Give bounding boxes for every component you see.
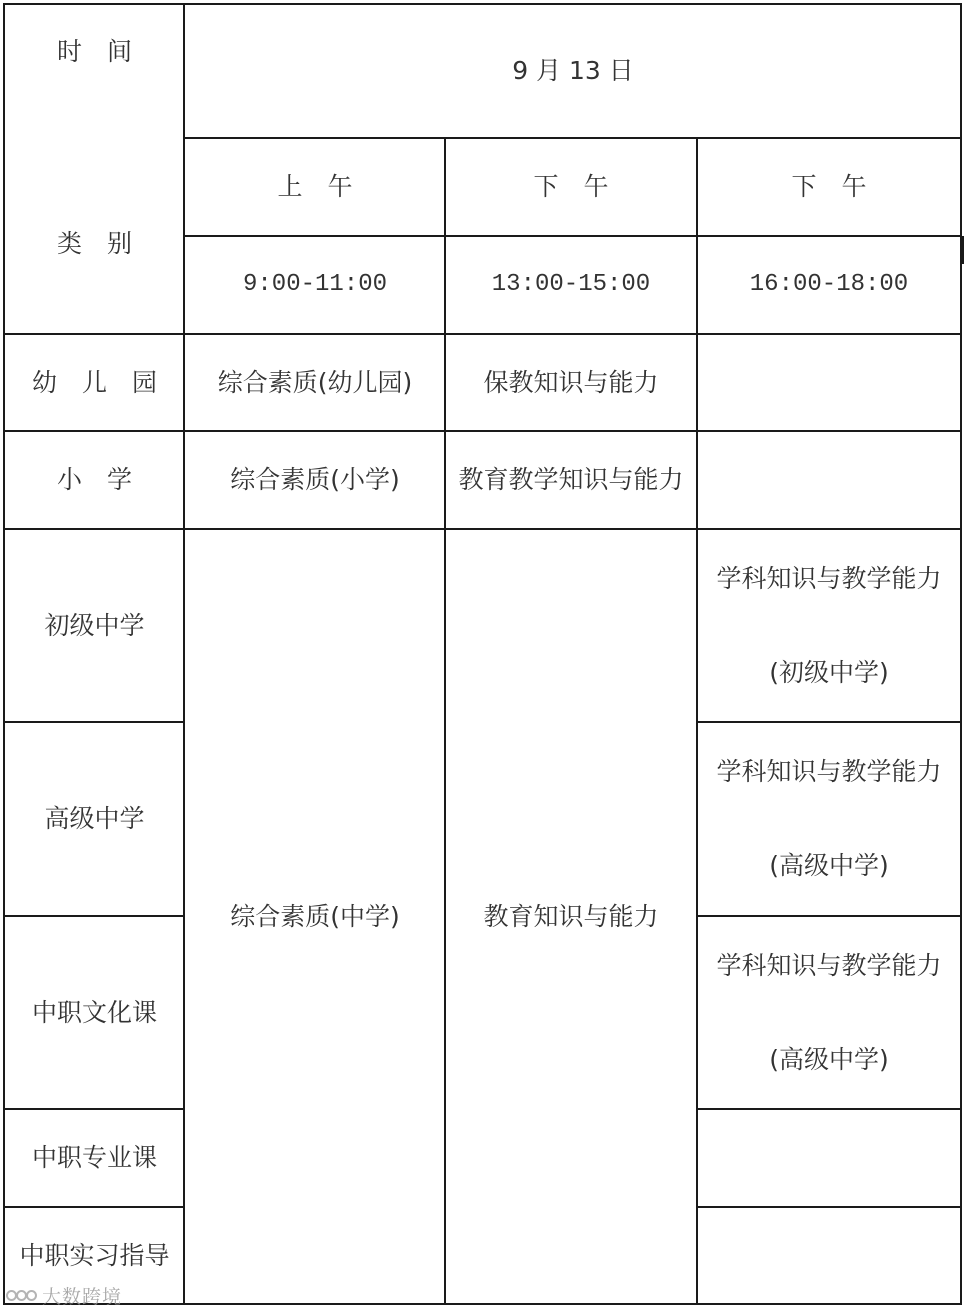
session-2-period: 下 午 xyxy=(533,172,609,201)
divider-below-junior-high-right xyxy=(696,721,962,723)
junior-high-level-label: (初级中学) xyxy=(769,657,889,687)
row-category-vocational-practice: 中职实习指导 xyxy=(19,1240,170,1270)
primary-session-1: 综合素质(小学) xyxy=(230,465,400,494)
senior-high-subject-label: 学科知识与教学能力 xyxy=(716,757,942,786)
divider-below-period xyxy=(183,235,962,237)
primary-session-2: 教育教学知识与能力 xyxy=(458,465,684,494)
row-category-vocational-culture: 中职文化课 xyxy=(31,997,157,1027)
vocational-major-session-3 xyxy=(697,1109,961,1207)
junior-high-session-3 xyxy=(697,529,961,722)
primary-session-3 xyxy=(697,431,961,529)
divider-below-senior-high-left xyxy=(3,915,185,917)
table-border-top xyxy=(3,3,962,5)
secondary-session-2: 教育知识与能力 xyxy=(483,901,659,931)
table-border-bottom xyxy=(3,1303,962,1305)
kindergarten-session-3 xyxy=(697,334,961,431)
session-2-time: 13:00-15:00 xyxy=(491,270,651,298)
row-category-primary: 小 学 xyxy=(56,465,132,494)
divider-below-vocational-major-left xyxy=(3,1206,185,1208)
kindergarten-session-2: 保教知识与能力 xyxy=(483,367,659,397)
category-header-label: 类 别 xyxy=(56,229,132,258)
row-category-senior-high: 高级中学 xyxy=(44,804,145,833)
vocational-culture-subject-label: 学科知识与教学能力 xyxy=(716,950,942,980)
vocational-culture-session-3 xyxy=(697,916,961,1109)
watermark-text: 大数跨境 xyxy=(42,1285,123,1308)
divider-below-senior-high-right xyxy=(696,915,962,917)
exam-date: 9 月 13 日 xyxy=(512,56,634,85)
divider-below-kindergarten xyxy=(3,430,962,432)
divider-below-header xyxy=(3,333,962,335)
vocational-culture-level-label: (高级中学) xyxy=(769,1044,889,1074)
session-1-time: 9:00-11:00 xyxy=(242,270,388,298)
session-1-period: 上 午 xyxy=(277,172,353,201)
row-category-vocational-major: 中职专业课 xyxy=(31,1143,157,1172)
vocational-practice-session-3 xyxy=(697,1207,961,1304)
senior-high-session-3 xyxy=(697,722,961,916)
kindergarten-session-1: 综合素质(幼儿园) xyxy=(217,367,413,397)
row-category-kindergarten: 幼 儿 园 xyxy=(31,367,157,397)
session-3-time: 16:00-18:00 xyxy=(749,270,909,298)
watermark xyxy=(6,1281,146,1309)
divider-below-junior-high-left xyxy=(3,721,185,723)
divider-below-vocational-major-right xyxy=(696,1206,962,1208)
divider-below-date xyxy=(183,137,962,139)
session-3-period: 下 午 xyxy=(791,172,867,201)
row-category-junior-high: 初级中学 xyxy=(44,610,145,640)
divider-session-1-2 xyxy=(444,137,446,1305)
senior-high-level-label: (高级中学) xyxy=(769,851,889,880)
junior-high-subject-label: 学科知识与教学能力 xyxy=(716,563,942,593)
divider-below-vocational-culture-right xyxy=(696,1108,962,1110)
divider-below-primary xyxy=(3,528,962,530)
divider-below-vocational-culture-left xyxy=(3,1108,185,1110)
brand-logo-icon xyxy=(6,1287,38,1303)
secondary-session-1: 综合素质(中学) xyxy=(230,901,400,931)
time-header-label: 时 间 xyxy=(56,37,132,66)
table-edge-mark xyxy=(962,236,964,264)
